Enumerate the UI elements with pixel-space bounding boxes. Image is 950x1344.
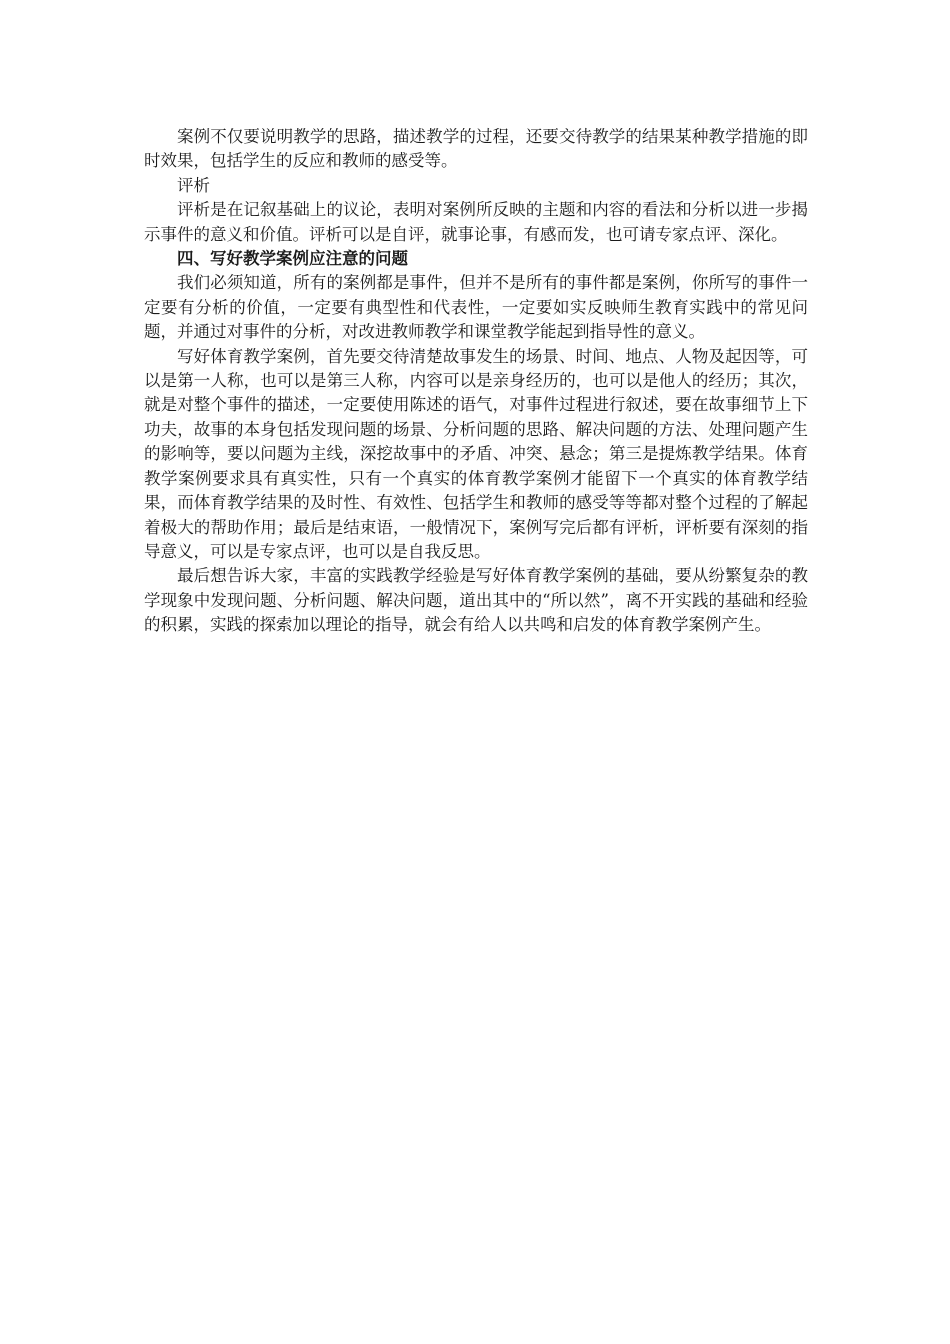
paragraph-analysis: 评析是在记叙基础上的议论，表明对案例所反映的主题和内容的看法和分析以进一步揭示事件的意义和价值。评析可以是自评，就事论事，有感而发，也可请专家点评、深化。	[144, 200, 808, 244]
section-label-analysis: 评析	[177, 175, 210, 195]
section-heading-four: 四、写好教学案例应注意的问题	[177, 249, 408, 269]
paragraph-writing-method: 写好体育教学案例，首先要交待清楚故事发生的场景、时间、地点、人物及起因等，可以是第一人称，也可以是第三人称，内容可以是亲身经历的，也可以是他人的经历；其次，就是对整个事件的描述，一定要使用陈述的语气，对事件过程进行叙述，要在故事细节上下功夫，故事的本身包括发现问题的场景、分析问题的思路、解决问题的方法、处理问题产生的影响等，要以问题为主线，深挖故事中的矛盾、冲突、悬念；第三是提炼教学结果。体育教学案例要求具有真实性，只有一个真实的体育教学案例才能留下一个真实的体育教学结果，而体育教学结果的及时性、有效性、包括学生和教师的感受等等都对整个过程的了解起着极大的帮助作用；最后是结束语，一般情况下，案例写完后都有评析，评析要有深刻的指导意义，可以是专家点评，也可以是自我反思。	[144, 346, 808, 561]
paragraph-case-vs-event: 我们必须知道，所有的案例都是事件，但并不是所有的事件都是案例，你所写的事件一定要有分析的价值，一定要有典型性和代表性，一定要如实反映师生教育实践中的常见问题，并通过对事件的分析，对改进教师教学和课堂教学能起到指导性的意义。	[144, 273, 808, 342]
document-body	[144, 125, 808, 638]
paragraph-case-result: 案例不仅要说明教学的思路，描述教学的过程，还要交待教学的结果某种教学措施的即时效果，包括学生的反应和教师的感受等。	[144, 127, 808, 171]
paragraph-conclusion: 最后想告诉大家，丰富的实践教学经验是写好体育教学案例的基础，要从纷繁复杂的教学现象中发现问题、分析问题、解决问题，道出其中的“所以然”，离不开实践的基础和经验的积累，实践的探索加以理论的指导，就会有给人以共鸣和启发的体育教学案例产生。	[144, 566, 808, 635]
